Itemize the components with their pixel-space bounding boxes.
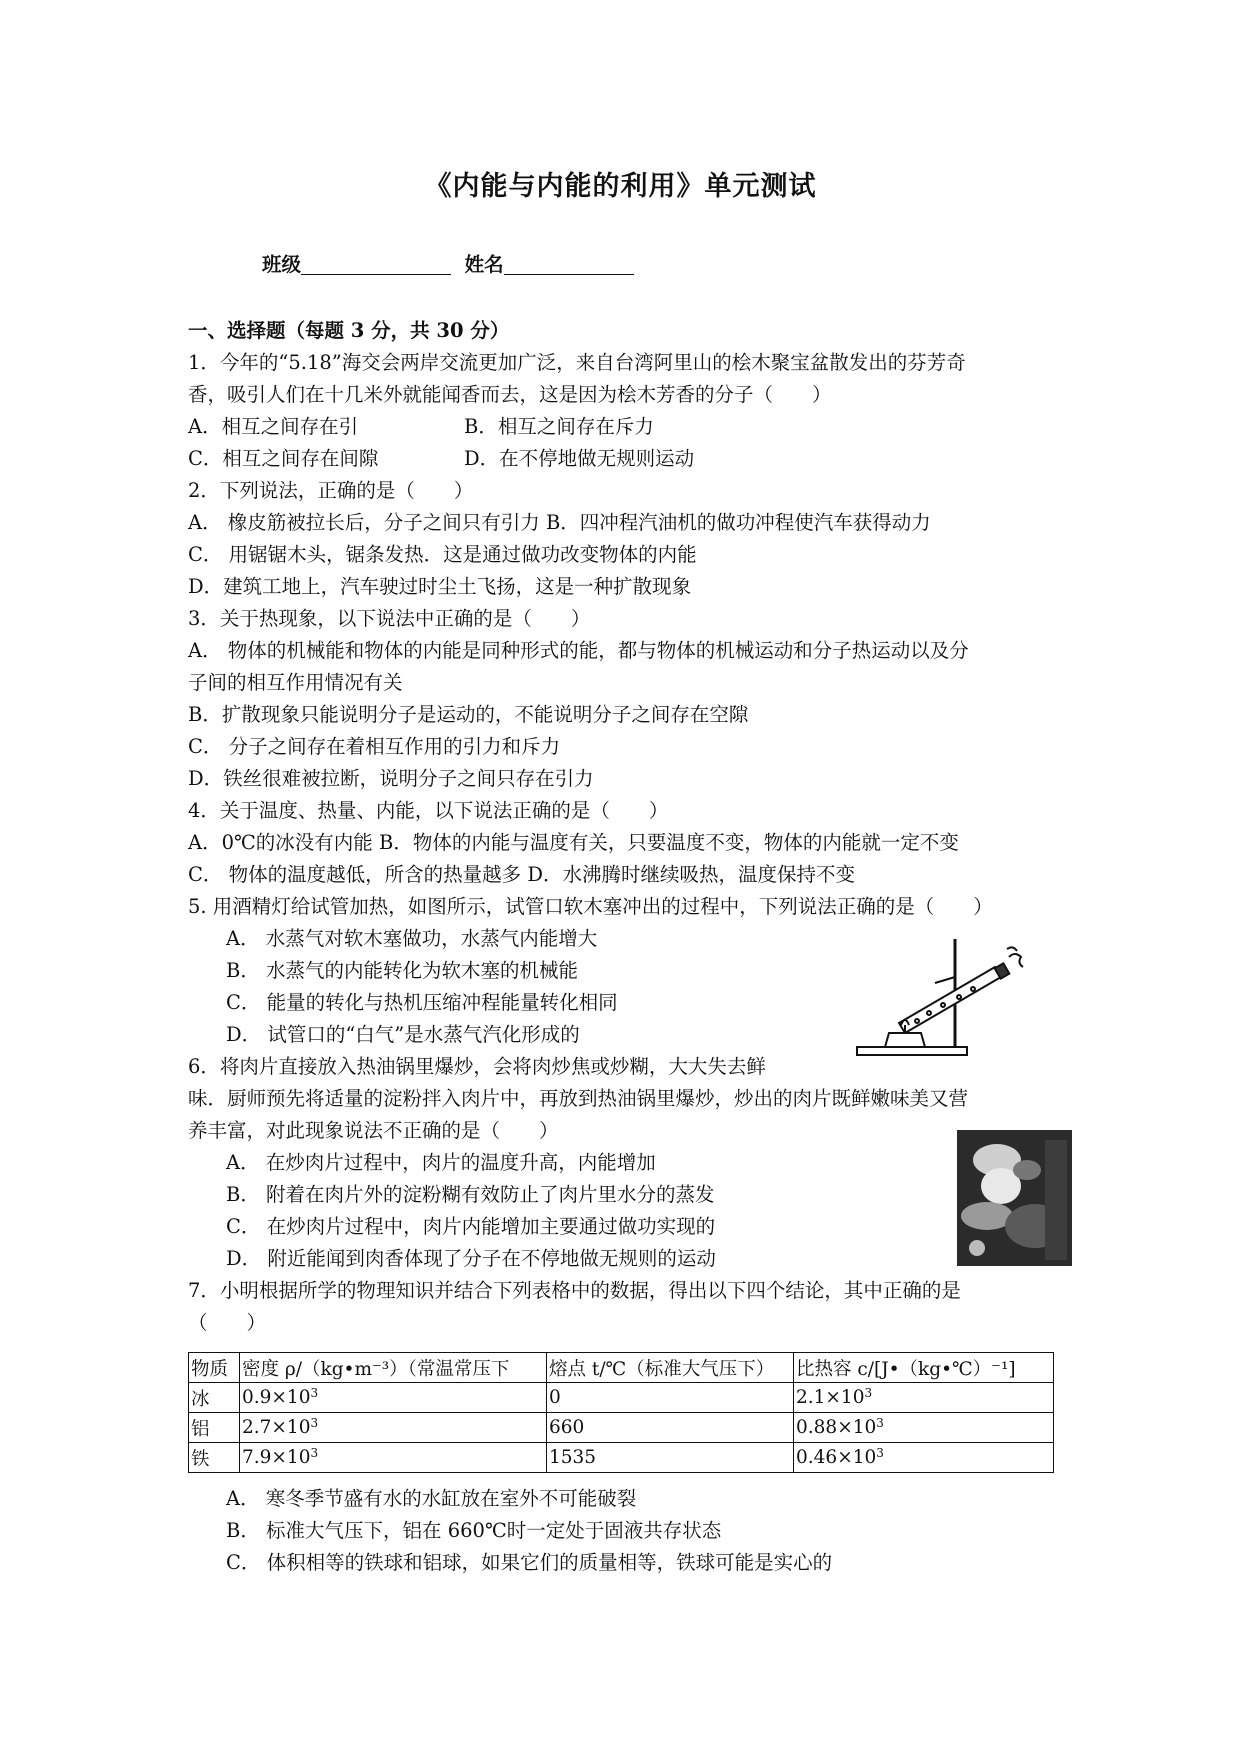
material-data-table xyxy=(188,1352,1054,1473)
q3-option-a-line1: A． 物体的机械能和物体的内能是同种形式的能，都与物体的机械运动和分子热运动以及分 xyxy=(188,639,969,662)
section-heading: 一、选择题（每题 3 分，共 30 分） xyxy=(188,319,510,342)
q2-option-c: C． 用锯锯木头，锯条发热．这是通过做功改变物体的内能 xyxy=(188,543,697,566)
exponent: 3 xyxy=(876,1416,884,1430)
q3-stem: 3．关于热现象，以下说法中正确的是（ ） xyxy=(188,607,591,630)
q7-option-c: C． 体积相等的铁球和铝球，如果它们的质量相等，铁球可能是实心的 xyxy=(226,1551,833,1574)
exponent: 3 xyxy=(310,1446,319,1460)
q5-stem: 5. 用酒精灯给试管加热，如图所示，试管口软木塞冲出的过程中，下列说法正确的是（ ） xyxy=(188,895,993,918)
cell-specific-heat xyxy=(794,1383,1054,1413)
specific-heat-value: 0.88×10 xyxy=(796,1417,877,1438)
q2-stem: 2．下列说法，正确的是（ ） xyxy=(188,479,474,502)
table-row xyxy=(189,1413,1054,1443)
student-info-line xyxy=(262,252,634,278)
q3-option-c: C． 分子之间存在着相互作用的引力和斥力 xyxy=(188,735,561,758)
cell-melting-point: 0 xyxy=(547,1383,794,1413)
q1-stem-line2: 香，吸引人们在十几米外就能闻香而去，这是因为桧木芳香的分子（ ） xyxy=(188,383,832,406)
q3-option-b: B．扩散现象只能说明分子是运动的，不能说明分子之间存在空隙 xyxy=(188,703,749,726)
cell-substance: 铝 xyxy=(189,1413,240,1443)
q7-option-a: A． 寒冬季节盛有水的水缸放在室外不可能破裂 xyxy=(226,1487,637,1510)
q1-option-a: A．相互之间存在引 xyxy=(188,415,359,438)
density-value: 0.9×10 xyxy=(242,1387,311,1408)
q3-option-a-line2: 子间的相互作用情况有关 xyxy=(188,671,403,694)
class-label: 班级 xyxy=(262,253,302,276)
specific-heat-value: 0.46×10 xyxy=(796,1447,877,1468)
cell-specific-heat xyxy=(794,1443,1054,1473)
q5-option-b: B． 水蒸气的内能转化为软木塞的机械能 xyxy=(226,959,579,982)
q6-option-d: D． 附近能闻到肉香体现了分子在不停地做无规则的运动 xyxy=(226,1247,716,1270)
q1-stem-line1: 1．今年的“5.18”海交会两岸交流更加广泛，来自台湾阿里山的桧木聚宝盆散发出的芬芳奇 xyxy=(188,351,966,374)
q6-option-a: A． 在炒肉片过程中，肉片的温度升高，内能增加 xyxy=(226,1151,656,1174)
header-melting-point: 熔点 t/℃（标准大气压下） xyxy=(547,1353,794,1383)
cell-melting-point: 660 xyxy=(547,1413,794,1443)
class-blank[interactable] xyxy=(301,254,451,275)
q7-stem-line2: （ ） xyxy=(188,1311,267,1334)
q4-option-ab: A．0℃的冰没有内能 B．物体的内能与温度有关，只要温度不变，物体的内能就一定不变 xyxy=(188,831,959,854)
cell-density xyxy=(240,1443,547,1473)
header-substance: 物质 xyxy=(189,1353,240,1383)
header-density: 密度 ρ/（kg•m⁻³）（常温常压下 xyxy=(240,1353,547,1383)
q5-option-d: D． 试管口的“白气”是水蒸气汽化形成的 xyxy=(226,1023,580,1046)
specific-heat-value: 2.1×10 xyxy=(796,1387,865,1408)
test-tube-heating-figure xyxy=(855,935,1025,1060)
q6-option-c: C． 在炒肉片过程中，肉片内能增加主要通过做功实现的 xyxy=(226,1215,716,1238)
cell-melting-point: 1535 xyxy=(547,1443,794,1473)
q5-option-a: A． 水蒸气对软木塞做功，水蒸气内能增大 xyxy=(226,927,598,950)
q2-option-d: D．建筑工地上，汽车驶过时尘土飞扬，这是一种扩散现象 xyxy=(188,575,692,598)
name-blank[interactable] xyxy=(504,254,634,275)
q1-option-d: D．在不停地做无规则运动 xyxy=(464,447,695,470)
page-title: 《内能与内能的利用》单元测试 xyxy=(424,171,817,202)
exponent: 3 xyxy=(310,1386,319,1400)
table-row xyxy=(189,1443,1054,1473)
q1-option-b: B．相互之间存在斥力 xyxy=(464,415,654,438)
exponent: 3 xyxy=(310,1416,319,1430)
q6-stem-line1: 6．将肉片直接放入热油锅里爆炒，会将肉炒焦或炒糊，大大失去鲜 xyxy=(188,1055,766,1078)
q6-stem-line2: 味．厨师预先将适量的淀粉拌入肉片中，再放到热油锅里爆炒，炒出的肉片既鲜嫩味美又营 xyxy=(188,1087,969,1110)
q4-stem: 4．关于温度、热量、内能，以下说法正确的是（ ） xyxy=(188,799,669,822)
exponent: 3 xyxy=(876,1446,884,1460)
density-value: 2.7×10 xyxy=(242,1417,311,1438)
cell-substance: 铁 xyxy=(189,1443,240,1473)
q6-stem-line3: 养丰富，对此现象说法不正确的是（ ） xyxy=(188,1119,559,1142)
q6-option-b: B． 附着在肉片外的淀粉糊有效防止了肉片里水分的蒸发 xyxy=(226,1183,715,1206)
q3-option-d: D．铁丝很难被拉断，说明分子之间只存在引力 xyxy=(188,767,594,790)
q2-option-ab: A． 橡皮筋被拉长后，分子之间只有引力 B．四冲程汽油机的做功冲程使汽车获得动力 xyxy=(188,511,931,534)
cell-density xyxy=(240,1413,547,1443)
exponent: 3 xyxy=(864,1386,873,1400)
q1-option-c: C．相互之间存在间隙 xyxy=(188,447,379,470)
density-value: 7.9×10 xyxy=(242,1447,311,1468)
q5-option-c: C． 能量的转化与热机压缩冲程能量转化相同 xyxy=(226,991,618,1014)
q7-stem-line1: 7．小明根据所学的物理知识并结合下列表格中的数据，得出以下四个结论，其中正确的是 xyxy=(188,1279,961,1302)
table-header-row xyxy=(189,1353,1054,1383)
cell-specific-heat xyxy=(794,1413,1054,1443)
name-label: 姓名 xyxy=(464,253,504,276)
cell-density xyxy=(240,1383,547,1413)
table-row xyxy=(189,1383,1054,1413)
q4-option-cd: C． 物体的温度越低，所含的热量越多 D．水沸腾时继续吸热，温度保持不变 xyxy=(188,863,855,886)
cell-substance: 冰 xyxy=(189,1383,240,1413)
stir-fry-photo xyxy=(957,1130,1072,1266)
q7-option-b: B． 标准大气压下，铝在 660℃时一定处于固液共存状态 xyxy=(226,1519,722,1542)
header-specific-heat: 比热容 c/[J•（kg•℃）⁻¹] xyxy=(794,1353,1054,1383)
